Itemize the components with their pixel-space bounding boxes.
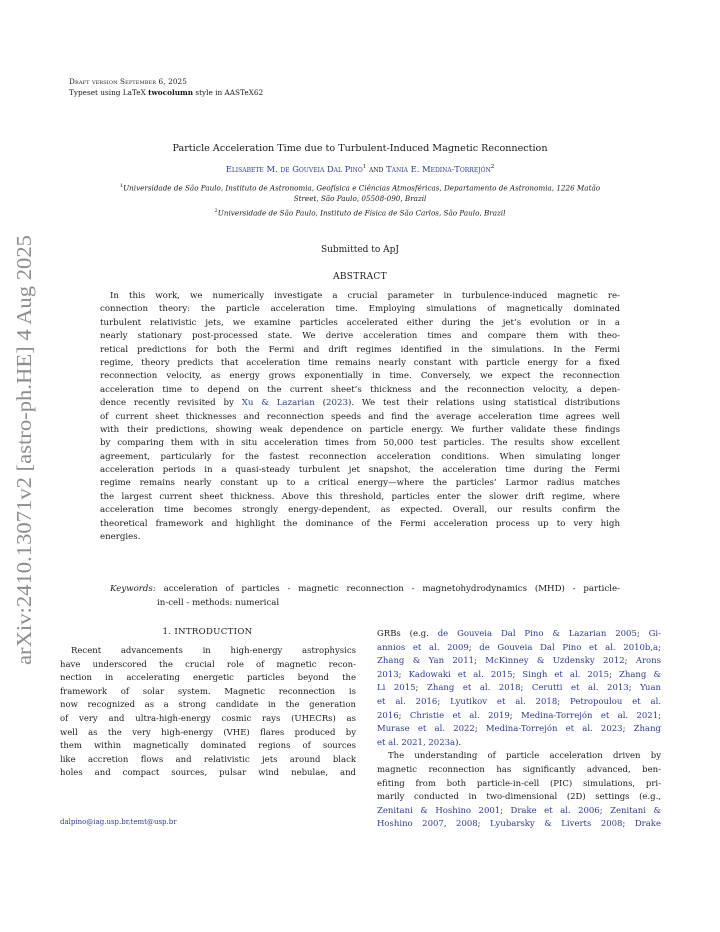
body-text: ; (415, 683, 427, 694)
body-text: GRBs (e.g. (377, 629, 438, 639)
body-text: ; (474, 724, 486, 735)
body-text: ; (509, 710, 521, 721)
abstract-heading: ABSTRACT (333, 272, 387, 282)
body-text: ; (624, 656, 636, 667)
body-line (377, 805, 661, 819)
body-line: nection in accelerating energetic particles beyond the (60, 673, 356, 684)
arxiv-id: arXiv:2410.13071v2 (12, 490, 36, 665)
citation-link[interactable]: Singh et al. 2015 (522, 669, 610, 680)
citation-link[interactable]: Cerutti et al. 2013 (531, 683, 629, 694)
citation-year-link[interactable]: 2023 (326, 398, 348, 409)
body-line (377, 628, 661, 642)
affiliation-1-line-2: Street, São Paulo, 05508-090, Brazil (293, 193, 427, 203)
body-text: ; (512, 669, 523, 680)
body-text: ; (477, 819, 491, 830)
arxiv-stamp-svg (4, 235, 40, 665)
body-text: ; (557, 696, 570, 707)
body-text: ; (520, 683, 532, 694)
affiliation-2-text: Universidade de São Paulo, Instituto de Física de São Carlos, São Paulo, Brazil (217, 208, 506, 218)
abstract-line: regime, theory predicts that acceleration time remains nearly constant with particle energy for a fixed (100, 357, 620, 368)
affiliation-2-mark: 2 (214, 208, 218, 214)
body-text: ; (622, 819, 635, 830)
body-line: now recognized as a strong candidate in the generation (60, 700, 356, 711)
body-line: Recent advancements in high-energy astrophysics (71, 646, 356, 656)
abstract-line: connection theory: the particle acceleration time. Employing simulations of magnetically dominated (100, 304, 620, 315)
keywords-line-1 (110, 584, 620, 594)
latex-word: LaTeX (122, 88, 146, 97)
body-line: like accretion flows and relativistic jets around black (60, 754, 356, 765)
abstract-line: the largest current sheet thickness. Above this threshold, particles enter the slower drift regime, where (100, 491, 620, 502)
citation-link[interactable]: Zhang (633, 724, 661, 735)
citation-link[interactable]: Arons (635, 656, 661, 667)
body-line (377, 682, 661, 696)
citation-link[interactable]: Hoshino 2007, 2008 (377, 819, 478, 830)
citation-link[interactable]: Xu & Lazarian (241, 398, 315, 409)
body-line (377, 818, 661, 832)
citation-link[interactable]: Zhang & Yan 2011 (377, 656, 475, 667)
arxiv-stamp (4, 235, 40, 665)
citation-link[interactable]: 2016 (377, 710, 399, 721)
body-text: ). (455, 737, 462, 748)
author-1-name[interactable]: Elisabete M. de Gouveia Dal Pino (225, 164, 363, 174)
typeset-suffix: style in AASTeX62 (193, 88, 264, 97)
body-line: holes and compact sources, pulsar wind nebulae, and (60, 768, 356, 779)
citation-link[interactable]: et al. 2021, 2023a (377, 737, 456, 748)
abstract-line: retical predictions for both the Fermi and drift regimes identified in the simulations. In the Fermi (100, 344, 620, 355)
affiliation-1-text: Universidade de São Paulo, Instituto de Astronomia, Geofísica e Ciências Atmosféricas, Departamento de Astronomia, 1226 Matão (123, 183, 601, 193)
citation-link[interactable]: Zenitani & (610, 805, 661, 816)
citation-link[interactable]: Lyubarsky & Liverts 2008 (490, 819, 623, 830)
citation-link[interactable]: Gi- (648, 629, 661, 639)
abstract-line: turbulent relativistic jets, we examine particles accelerated either during the jet’s evolution or in a (100, 317, 620, 328)
body-text: ; (398, 710, 410, 721)
body-line (377, 778, 661, 792)
body-text: ; (628, 683, 641, 694)
authors-line (0, 164, 720, 174)
citation-link[interactable]: annios et al. 2009 (377, 642, 469, 653)
body-text: ; (636, 629, 649, 639)
body-line (377, 791, 661, 805)
author-2-mark: 2 (490, 164, 495, 171)
citation-link[interactable]: Zenitani & Hoshino 2001 (377, 805, 501, 816)
abstract-line: acceleration periods in a quasi-steady turbulent jet snapshot, the acceleration time during the Fermi (100, 465, 620, 476)
body-text: ; (468, 642, 480, 653)
footnote-email[interactable]: dalpino@iag.usp.br,temt@usp.br (60, 818, 177, 826)
body-line: well as the very high-energy (VHE) flares produced by (60, 727, 356, 738)
citation-link[interactable]: de Gouveia Dal Pino & Lazarian 2005 (437, 629, 637, 639)
body-text: efiting from both particle-in-cell (PIC) simulations, pri- (377, 778, 661, 789)
body-text: ; (658, 642, 661, 653)
abstract-line: with their predictions, showing weak dependence on particle energy. We further validate these findings (100, 424, 620, 435)
body-line (377, 764, 661, 778)
citation-link[interactable]: Medina-Torrejón et al. 2021 (520, 710, 659, 721)
abstract-line: In this work, we numerically investigate a crucial parameter in turbulence-induced magnetic re- (110, 291, 620, 301)
citation-link[interactable]: Yuan (640, 683, 661, 694)
draft-version-line: Draft version September 6, 2025 (69, 77, 188, 86)
body-text: ; (500, 805, 511, 816)
body-text: ; (609, 669, 619, 680)
body-text: ; (437, 696, 451, 707)
body-text: The understanding of particle acceleration driven by (388, 751, 661, 762)
body-line: framework of solar system. Magnetic reconnection is (60, 686, 356, 697)
citation-link[interactable]: McKinney & Uzdensky 2012 (485, 656, 625, 667)
affiliation-1-line-1 (0, 183, 720, 192)
body-line (377, 696, 661, 710)
abstract-line: agreement, particularly for the fastest reconnection acceleration conditions. When simulating longer (100, 451, 620, 462)
abstract-line-tail: . We test their relations using statistical distributions (351, 398, 620, 409)
author-1-mark: 1 (362, 164, 367, 171)
typeset-line (69, 88, 263, 97)
keywords-label: Keywords: (110, 584, 156, 594)
submitted-to-line: Submitted to ApJ (320, 245, 400, 255)
abstract-line-with-citation: dence recently revisited by Xu & Lazarian (2023). We test their relations using statistical distributions (100, 398, 620, 409)
keywords-text-1: acceleration of particles - magnetic reconnection - magnetohydrodynamics (MHD) - particle- (163, 584, 620, 594)
citation-link[interactable]: de Gouveia Dal Pino et al. 2010b,a (479, 642, 659, 653)
citation-link[interactable]: Murase et al. 2022 (377, 724, 475, 735)
citation-link[interactable]: 2013 (377, 669, 399, 680)
section-heading-introduction: 1. INTRODUCTION (162, 627, 253, 637)
body-line: of very and ultra-high-energy cosmic rays (UHECRs) as (60, 713, 356, 724)
body-text: ; (474, 656, 486, 667)
citation-link[interactable]: Li 2015 (377, 683, 416, 694)
body-line: have underscored the crucial role of magnetic recon- (60, 659, 356, 670)
abstract-line: energies. (100, 532, 141, 543)
body-line (377, 737, 661, 751)
abstract-body (100, 290, 620, 544)
citation-link[interactable]: Zhang et al. 2018 (426, 683, 521, 694)
abstract-line-text: dence recently revisited by (100, 398, 234, 409)
abstract-line: of current sheet thicknesses and reconnection speeds and find the average acceleration time agrees well (100, 411, 620, 422)
body-line (377, 642, 661, 656)
right-column (377, 628, 661, 832)
citation-link[interactable]: Kadowaki et al. 2015 (408, 669, 513, 680)
citation-link[interactable]: Zhang & (618, 669, 661, 680)
keywords-line-2: in-cell - methods: numerical (157, 598, 280, 608)
body-text: ; (599, 805, 611, 816)
abstract-line: acceleration time becomes strongly energy-dependent, as expected. Overall, our results confirm the (100, 505, 620, 516)
body-text: marily conducted in two-dimensional (2D) settings (e.g., (377, 792, 661, 803)
paper-title: Particle Acceleration Time due to Turbulent-Induced Magnetic Reconnection (172, 143, 548, 154)
body-text: ; (622, 724, 634, 735)
arxiv-stamp-text (12, 235, 36, 665)
typeset-prefix: Typeset using (69, 88, 123, 97)
body-line (377, 655, 661, 669)
abstract-line: reconnection velocity, as energy grows exponentially in time. Conversely, we expect the reconnection (100, 371, 620, 382)
citation-link[interactable]: Petropoulou et al. (570, 696, 661, 707)
affiliation-1-mark: 1 (119, 183, 124, 189)
citation-link[interactable]: Drake (634, 819, 661, 830)
body-line (377, 750, 661, 764)
arxiv-category: [astro-ph.HE] (12, 355, 36, 472)
citation-link[interactable]: Drake et al. 2006 (510, 805, 600, 816)
body-line (377, 669, 661, 683)
citation-link[interactable]: Lyutikov et al. 2018 (450, 696, 558, 707)
abstract-line: acceleration time to depend on the current sheet’s thickness and the reconnection velocity, a depen- (100, 384, 620, 395)
abstract-line: regime remains nearly constant up to a critical energy—where the particles’ Larmor radius matches (100, 478, 620, 489)
body-text: ; (398, 669, 409, 680)
typeset-style: twocolumn (148, 88, 194, 97)
abstract-line: nearly stationary post-processed state. We derive acceleration times and compare them with theo- (100, 331, 620, 342)
body-text: magnetic reconnection has significantly advanced, ben- (377, 764, 661, 775)
citation-link[interactable]: Christie et al. 2019 (409, 710, 510, 721)
body-text: ; (658, 710, 661, 721)
authors-conjunction: and (368, 164, 384, 174)
citation-link[interactable]: Medina-Torrejón et al. 2023 (485, 724, 623, 735)
abstract-line: theoretical framework and highlight the dominance of the Fermi acceleration process up to very high (100, 518, 620, 529)
body-line: them within magnetically dominated regions of sources (60, 741, 356, 752)
arxiv-date: 4 Aug 2025 (12, 242, 36, 341)
citation-link[interactable]: et al. 2016 (377, 696, 438, 707)
affiliation-2-line (0, 208, 720, 217)
left-column (60, 645, 356, 781)
author-2-name[interactable]: Tania E. Medina-Torrejón (386, 164, 491, 174)
body-line (377, 710, 661, 724)
abstract-line: by comparing them with in situ acceleration times from 50,000 test particles. The results show excellent (100, 438, 620, 449)
body-line (377, 723, 661, 737)
